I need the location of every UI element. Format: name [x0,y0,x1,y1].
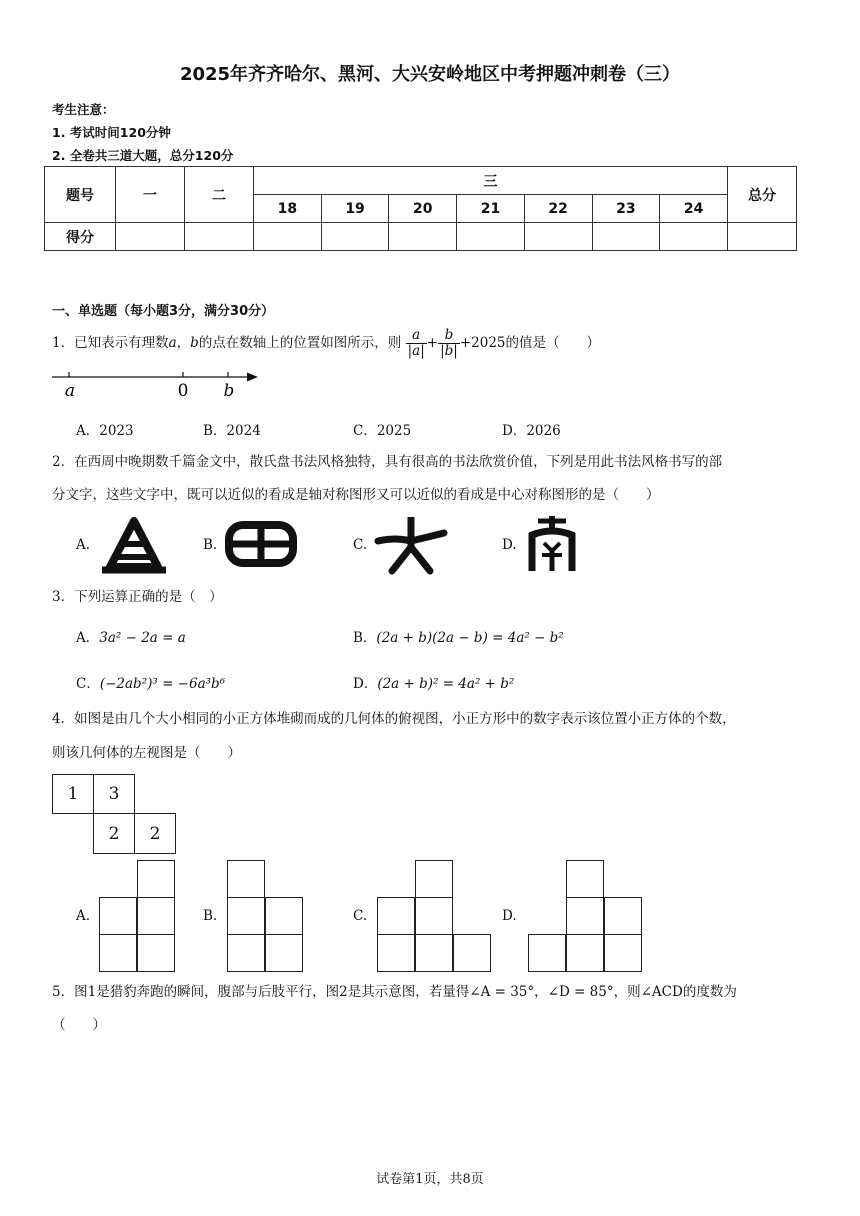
top-view-grid [52,774,182,856]
header-q18: 18 [254,195,322,223]
left-view-d [528,860,646,974]
page-title: 2025年齐齐哈尔、黑河、大兴安岭地区中考押题冲刺卷（三） [179,64,681,85]
score-cell [254,223,322,251]
option-expression: (−2ab²)³ = −6a³b⁶ [99,676,226,692]
section-heading: 一、单选题（每小题3分，满分30分） [52,304,275,319]
grid-cell: 1 [52,774,94,814]
cube [99,897,137,935]
note-item: 1. 考试时间120分钟 [52,125,171,140]
cube [227,860,265,898]
fraction-b-over-abs-b [438,328,460,359]
header-part-one: 一 [116,167,185,223]
question-2-line2: 分文字，这些文字中，既可以近似的看成是轴对称图形又可以近似的看成是中心对称图形的是（ ） [52,487,660,503]
cube [528,934,566,972]
q3-option-a [76,626,186,646]
axis-label-zero: 0 [177,381,189,401]
header-question-number: 题号 [45,167,116,223]
cube [604,897,642,935]
header-q24: 24 [660,195,728,223]
score-cell [592,223,660,251]
cube [377,934,415,972]
axis-label-a: a [64,381,76,401]
header-q23: 23 [592,195,660,223]
denominator: |b| [440,343,458,359]
glyph-b-icon [224,520,298,568]
number-line [50,366,270,402]
grid-cell: 3 [93,774,135,814]
page-footer: 试卷第1页，共8页 [376,1172,484,1187]
cube [227,897,265,935]
score-cell [116,223,185,251]
left-view-b [227,860,307,974]
q1-text: 的值是（ ） [505,335,600,351]
question-4-line2: 则该几何体的左视图是（ ） [52,745,241,761]
header-part-two: 二 [185,167,254,223]
axis-label-b: b [223,381,235,401]
question-4-line1: 4．如图是由几个大小相同的小正方体堆砌而成的几何体的俯视图，小正方形中的数字表示该位置小正方体的个数， [52,711,736,727]
header-q21: 21 [457,195,525,223]
fraction-a-over-abs-a [406,328,427,359]
q4-option-c: C. [353,908,368,924]
numerator: a [412,327,421,343]
q4-option-b: B. [203,908,218,924]
q2-option-b: B. [203,537,218,553]
score-cell [321,223,389,251]
question-1 [52,328,812,359]
q1-option-a: A．2023 [76,423,134,439]
q3-option-c [76,672,225,692]
cube [137,934,175,972]
option-label: A． [76,630,100,646]
score-table [44,166,797,251]
q4-option-a: A. [76,908,91,924]
score-cell [457,223,525,251]
var-b: b [190,335,199,351]
q1-comma: ， [176,335,191,351]
notes-heading: 考生注意： [52,102,115,117]
glyph-d-icon [524,513,580,575]
grid-cell: 2 [134,813,176,854]
constant-2025: +2025 [459,335,506,351]
question-3: 3．下列运算正确的是（ ） [52,589,223,605]
header-total: 总分 [728,167,797,223]
cube [566,860,604,898]
q1-text: 1．已知表示有理数 [52,335,169,351]
grid-cell: 2 [93,813,135,854]
q1-option-c: C．2025 [353,423,412,439]
option-expression: (2a + b)² = 4a² + b² [377,676,515,692]
score-cell [524,223,592,251]
cube [227,934,265,972]
score-cell [728,223,797,251]
plus-sign: + [426,335,439,351]
header-q19: 19 [321,195,389,223]
q1-option-d: D．2026 [502,423,561,439]
option-label: C． [76,676,100,692]
cube [415,860,453,898]
header-q20: 20 [389,195,457,223]
cube [566,934,604,972]
left-view-a [99,860,179,974]
glyph-c-icon [374,513,448,575]
score-cell [185,223,254,251]
q2-option-c: C. [353,537,368,553]
q2-option-a: A. [76,537,91,553]
cube [415,934,453,972]
q1-option-b: B．2024 [203,423,261,439]
cube [265,897,303,935]
cube [99,934,137,972]
var-a: a [168,335,177,351]
option-expression: (2a + b)(2a − b) = 4a² − b² [376,630,564,646]
question-5-line1: 5．图1是猎豹奔跑的瞬间，腹部与后肢平行，图2是其示意图，若量得∠A = 35°，∠D = 85°，则∠ACD的度数为 [52,984,737,1000]
cube [415,897,453,935]
score-cell [660,223,728,251]
q3-option-b [353,626,564,646]
q4-option-d: D. [502,908,517,924]
left-view-c [377,860,495,974]
cube [265,934,303,972]
question-2-line1: 2．在西周中晚期数千篇金文中，散氏盘书法风格独特，具有很高的书法欣赏价值，下列是用此书法风格书写的部 [52,454,723,470]
q3-option-d [353,672,514,692]
option-expression: 3a² − 2a = a [99,630,186,646]
header-q22: 22 [524,195,592,223]
glyph-a-icon [98,517,170,575]
cube [566,897,604,935]
cube [377,897,415,935]
question-5-line2: （ ） [52,1017,106,1033]
option-label: D． [353,676,378,692]
note-item: 2. 全卷共三道大题，总分120分 [52,148,234,163]
cube [137,897,175,935]
q1-text: 的点在数轴上的位置如图所示，则 [198,335,402,351]
numerator: b [444,327,454,343]
cube [137,860,175,898]
cube [453,934,491,972]
exam-notes [52,98,233,167]
header-part-three: 三 [254,167,728,195]
score-row-label: 得分 [45,223,116,251]
cube [604,934,642,972]
denominator: |a| [407,343,425,359]
option-label: B． [353,630,377,646]
score-cell [389,223,457,251]
q2-option-d: D. [502,537,517,553]
